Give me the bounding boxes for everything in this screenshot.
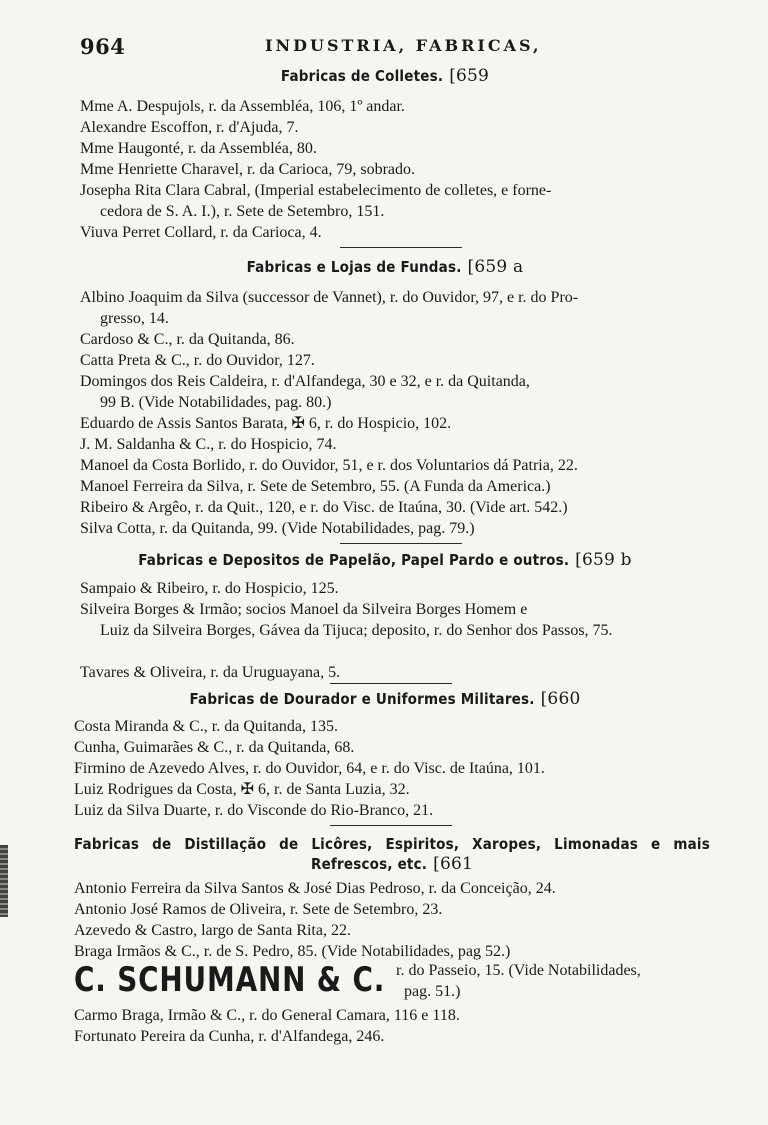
advertisement-address: r. do Passeio, 15. (Vide Notabilidades, pag. 51.) xyxy=(396,962,641,1000)
list-item: Azevedo & Castro, largo de Santa Rita, 22. xyxy=(74,922,351,939)
list-item: Firmino de Azevedo Alves, r. do Ouvidor, 64, e r. do Visc. de Itaúna, 101. xyxy=(74,760,545,777)
list-item: Luiz da Silva Duarte, r. do Visconde do Rio-Branco, 21. xyxy=(74,802,434,819)
list-item: Manoel Ferreira da Silva, r. Sete de Setembro, 55. (A Funda da America.) xyxy=(80,478,551,495)
section-heading: Fabricas de Dourador e Uniformes Militares. [660 xyxy=(189,689,581,709)
list-item: Josepha Rita Clara Cabral, (Imperial estabelecimento de colletes, e forne- cedora de S. A. I.), r. Sete de Setembro, 151. xyxy=(80,182,552,220)
list-item: Manoel da Costa Borlido, r. do Ouvidor, 51, e r. dos Voluntarios dá Patria, 22. xyxy=(80,457,578,474)
section-heading: Fabricas e Lojas de Fundas. [659 a xyxy=(246,257,524,277)
list-item: Eduardo de Assis Santos Barata, ✠ 6, r. do Hospicio, 102. xyxy=(80,415,452,432)
list-item: Domingos dos Reis Caldeira, r. d'Alfandega, 30 e 32, e r. da Quitanda, 99 B. (Vide Notabilidades, pag. 80.) xyxy=(80,373,530,411)
list-item: Mme Haugonté, r. da Assembléa, 80. xyxy=(80,140,317,157)
list-item: Luiz Rodrigues da Costa, ✠ 6, r. de Santa Luzia, 32. xyxy=(74,781,410,798)
section-heading: Fabricas e Depositos de Papelão, Papel Pardo e outros. [659 b xyxy=(138,550,632,570)
list-item: Albino Joaquim da Silva (successor de Vannet), r. do Ouvidor, 97, e r. do Pro- gresso, 14. xyxy=(80,289,579,327)
list-item: Ribeiro & Argêo, r. da Quit., 120, e r. do Visc. de Itaúna, 30. (Vide art. 542.) xyxy=(80,499,568,516)
section-heading: Fabricas de Distillação de Licôres, Espiritos, Xaropes, Limonadas e mais Refrescos, etc. [661 xyxy=(74,835,710,874)
list-item: Cardoso & C., r. da Quitanda, 86. xyxy=(80,331,295,348)
list-item: J. M. Saldanha & C., r. do Hospicio, 74. xyxy=(80,436,337,453)
list-item: Mme Henriette Charavel, r. da Carioca, 79, sobrado. xyxy=(80,161,415,178)
advertisement-entry xyxy=(74,960,702,1004)
list-item: Costa Miranda & C., r. da Quitanda, 135. xyxy=(74,718,338,735)
advertisement-name: C. SCHUMANN & C. xyxy=(74,960,386,1000)
list-item: Silva Cotta, r. da Quitanda, 99. (Vide Notabilidades, pag. 79.) xyxy=(80,520,475,537)
list-item: Catta Preta & C., r. do Ouvidor, 127. xyxy=(80,352,315,369)
page-header xyxy=(80,34,710,60)
list-item: Viuva Perret Collard, r. da Carioca, 4. xyxy=(80,224,322,241)
list-item: Alexandre Escoffon, r. d'Ajuda, 7. xyxy=(80,119,299,136)
section-divider xyxy=(330,825,452,826)
list-item: Tavares & Oliveira, r. da Uruguayana, 5. xyxy=(80,664,341,681)
list-item: Mme A. Despujols, r. da Assembléa, 106, 1º andar. xyxy=(80,98,405,115)
page-number: 964 xyxy=(80,34,126,59)
list-item: Sampaio & Ribeiro, r. do Hospicio, 125. xyxy=(80,580,339,597)
list-item: Silveira Borges & Irmão; socios Manoel da Silveira Borges Homem e Luiz da Silveira Borges, Gávea da Tijuca; deposito, r. do Senhor dos Passos, 75. xyxy=(80,601,613,639)
list-item: Braga Irmãos & C., r. de S. Pedro, 85. (Vide Notabilidades, pag 52.) xyxy=(74,943,511,960)
running-title: INDUSTRIA, FABRICAS, xyxy=(265,36,542,55)
section-heading: Fabricas de Colletes. [659 xyxy=(280,66,490,86)
list-item: Antonio José Ramos de Oliveira, r. Sete de Setembro, 23. xyxy=(74,901,443,918)
list-item: Antonio Ferreira da Silva Santos & José Dias Pedroso, r. da Conceição, 24. xyxy=(74,880,556,897)
scan-margin-mark xyxy=(0,845,8,917)
list-item: Carmo Braga, Irmão & C., r. do General Camara, 116 e 118. xyxy=(74,1007,460,1024)
section-divider xyxy=(330,683,452,684)
section-divider xyxy=(340,543,462,544)
list-item: Cunha, Guimarães & C., r. da Quitanda, 68. xyxy=(74,739,355,756)
section-divider xyxy=(340,247,462,248)
list-item: Fortunato Pereira da Cunha, r. d'Alfandega, 246. xyxy=(74,1028,385,1045)
